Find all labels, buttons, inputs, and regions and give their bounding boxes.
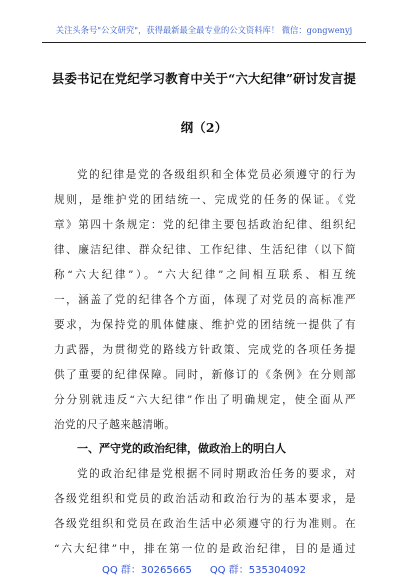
paragraph-line: 力武器，为贯彻党的路线方针政策、完成党的各项任务提: [54, 344, 356, 356]
paragraph-line: 分分别就违反“六大纪律”作出了明确规定，使全面从严: [54, 394, 356, 406]
paragraph-line: 称“六大纪律”）。“六大纪律”之间相互联系、相互统: [54, 269, 356, 281]
footer-contact: [0, 561, 408, 576]
paragraph-line: 律、廉洁纪律、群众纪律、工作纪律、生活纪律（以下简: [54, 244, 356, 256]
footer-qq-group-2: QQ 群：535304092: [209, 565, 306, 576]
paragraph-line: 党的政治纪律是党根据不同时期政治任务的要求，对: [77, 468, 356, 480]
document-title-line-1: 县委书记在党纪学习教育中关于“六大纪律”研讨发言提: [51, 71, 357, 86]
footer-qq-group-1: QQ 群：30265665: [101, 565, 192, 576]
paragraph-line: “六大纪律”中，排在第一位的是政治纪律，目的是通过: [54, 543, 356, 555]
header-divider: [42, 42, 366, 43]
section-heading: 一、严守党的政治纪律，做政治上的明白人: [77, 442, 286, 455]
paragraph-line: 章》第四十条规定：党的纪律主要包括政治纪律、组织纪: [54, 219, 356, 231]
paragraph-line: 供了重要的纪律保障。同时，新修订的《条例》在分则部: [54, 369, 356, 381]
paragraph-line: 要求，为保持党的肌体健康、维护党的团结统一提供了有: [54, 319, 356, 331]
paragraph-line: 治党的尺子越来越清晰。: [54, 419, 176, 431]
paragraph-line: 一，涵盖了党的纪律各个方面，体现了对党员的高标准严: [54, 294, 356, 306]
paragraph-line: 各级党组织和党员在政治生活中必须遵守的行为准则。在: [54, 518, 356, 530]
paragraph-line: 各级党组织和党员的政治活动和政治行为的基本要求，是: [54, 493, 356, 505]
paragraph-line: 规则，是维护党的团结统一、完成党的任务的保证。《党: [54, 194, 356, 206]
paragraph-line: 党的纪律是党的各级组织和全体党员必须遵守的行为: [77, 169, 356, 181]
document-title-line-2: 纲（2）: [180, 120, 228, 135]
header-banner: 关注头条号"公文研究"，获得最新最全最专业的公文资料库！ 微信：gongwenyj: [55, 25, 353, 35]
